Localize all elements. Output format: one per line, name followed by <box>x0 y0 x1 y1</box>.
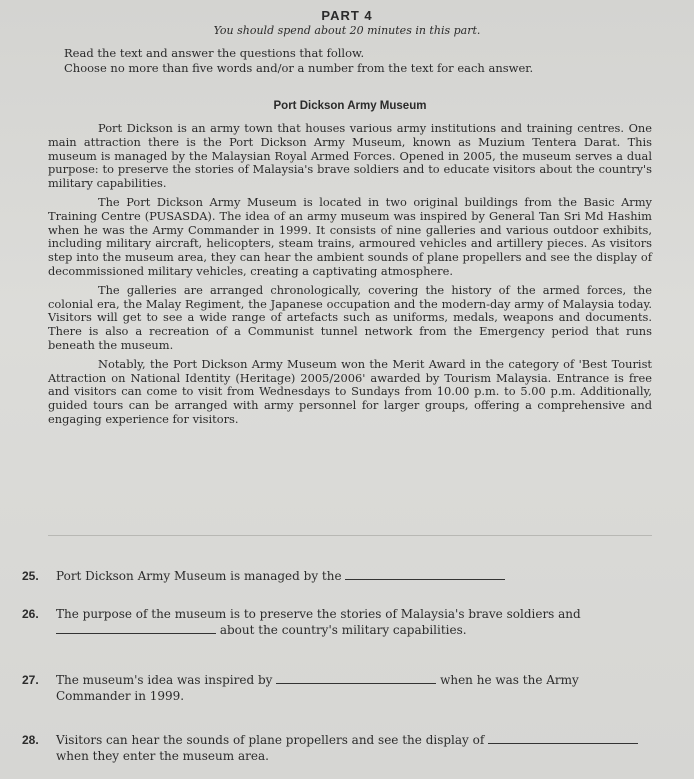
question-number: 27. <box>22 673 39 687</box>
time-note: You should spend about 20 minutes in this part. <box>213 24 481 37</box>
instructions <box>64 46 624 76</box>
article-paragraph-1: Port Dickson is an army town that houses various army institutions and training centres. One main attraction there is the Port Dickson Army Museum, known as Muzium Tentera Darat. This museum is managed by the Malaysian Royal Armed Forces. Opened in 2005, the museum serves a dual purpose: to preserve the stories of Malaysia's brave soldiers and to educate visitors about the country's military capabilities. <box>48 121 652 191</box>
answer-blank[interactable] <box>276 683 436 684</box>
question-text-after: about the country's military capabilities. <box>219 623 467 637</box>
answer-blank[interactable] <box>345 579 505 580</box>
article-paragraph-2: The Port Dickson Army Museum is located in two original buildings from the Basic Army Training Centre (PUSASDA). The idea of an army museum was inspired by General Tan Sri Md Hashim when he was the Army Commander in 1999. It consists of nine galleries and various outdoor exhibits, including military aircraft, helicopters, steam trains, armoured vehicles and artillery pieces. As visitors step into the museum area, they can hear the ambient sounds of plane propellers and see the display of decommissioned military vehicles, creating a captivating atmosphere. <box>48 194 652 278</box>
answer-blank[interactable] <box>488 743 638 744</box>
question-26 <box>22 606 668 638</box>
question-text: The purpose of the museum is to preserve the stories of Malaysia's brave soldiers and <box>56 607 581 621</box>
question-number: 28. <box>22 733 39 747</box>
header <box>0 8 694 37</box>
article-box <box>48 92 652 536</box>
question-28 <box>22 732 668 764</box>
article-title: Port Dickson Army Museum <box>273 100 427 112</box>
question-25 <box>22 568 668 584</box>
question-number: 25. <box>22 569 39 583</box>
question-text: Port Dickson Army Museum is managed by the <box>56 569 342 583</box>
question-text: Visitors can hear the sounds of plane propellers and see the display of <box>56 733 485 747</box>
question-27 <box>22 672 668 704</box>
part-title: PART 4 <box>321 8 373 23</box>
question-text: The museum's idea was inspired by <box>56 673 273 687</box>
question-text-line2: Commander in 1999. <box>56 689 185 703</box>
question-text-after: when they enter the museum area. <box>56 749 269 763</box>
answer-blank[interactable] <box>56 633 216 634</box>
question-text-after: when he was the Army <box>440 673 579 687</box>
article-paragraph-3: The galleries are arranged chronologically, covering the history of the armed forces, the colonial era, the Malay Regiment, the Japanese occupation and the modern-day army of Malaysia today. Visitors will get to see a wide range of artefacts such as uniforms, medals, weapons and documents. There is also a recreation of a Communist tunnel network from the Emergency period that runs beneath the museum. <box>48 282 652 352</box>
article-paragraph-4: Notably, the Port Dickson Army Museum won the Merit Award in the category of 'Best Tourist Attraction on National Identity (Heritage) 2005/2006' awarded by Tourism Malaysia. Entrance is free and visitors can come to visit from Wednesdays to Sundays from 10.00 p.m. to 5.00 p.m. Additionally, guided tours can be arranged with army personnel for larger groups, offering a comprehensive and engaging experience for visitors. <box>48 356 652 426</box>
instruction-line-2: Choose no more than five words and/or a number from the text for each answer. <box>64 61 534 75</box>
instruction-line-1: Read the text and answer the questions that follow. <box>64 46 365 60</box>
question-number: 26. <box>22 607 39 621</box>
